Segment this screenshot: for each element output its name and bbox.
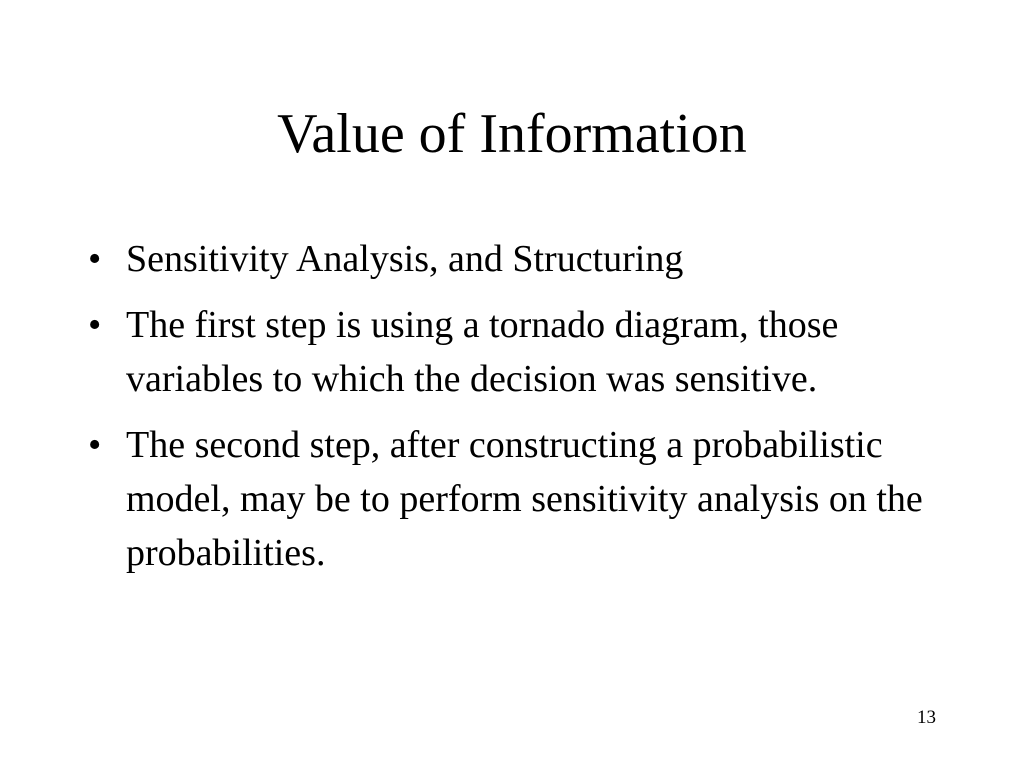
bullet-icon: • [88,304,102,346]
bullet-text: The first step is using a tornado diagram, those variables to which the decision was sensitive. [126,304,839,400]
bullet-icon: • [88,424,102,466]
slide-number: 13 [917,707,936,728]
bullet-text: Sensitivity Analysis, and Structuring [126,238,684,280]
bullet-item [88,418,948,580]
bullet-item [88,232,948,286]
bullet-icon: • [88,238,102,280]
bullet-list [88,232,948,592]
bullet-text: The second step, after constructing a probabilistic model, may be to perform sensitivity analysis on the probabilities. [126,424,923,574]
slide-title: Value of Information [277,103,747,165]
bullet-item [88,298,948,406]
